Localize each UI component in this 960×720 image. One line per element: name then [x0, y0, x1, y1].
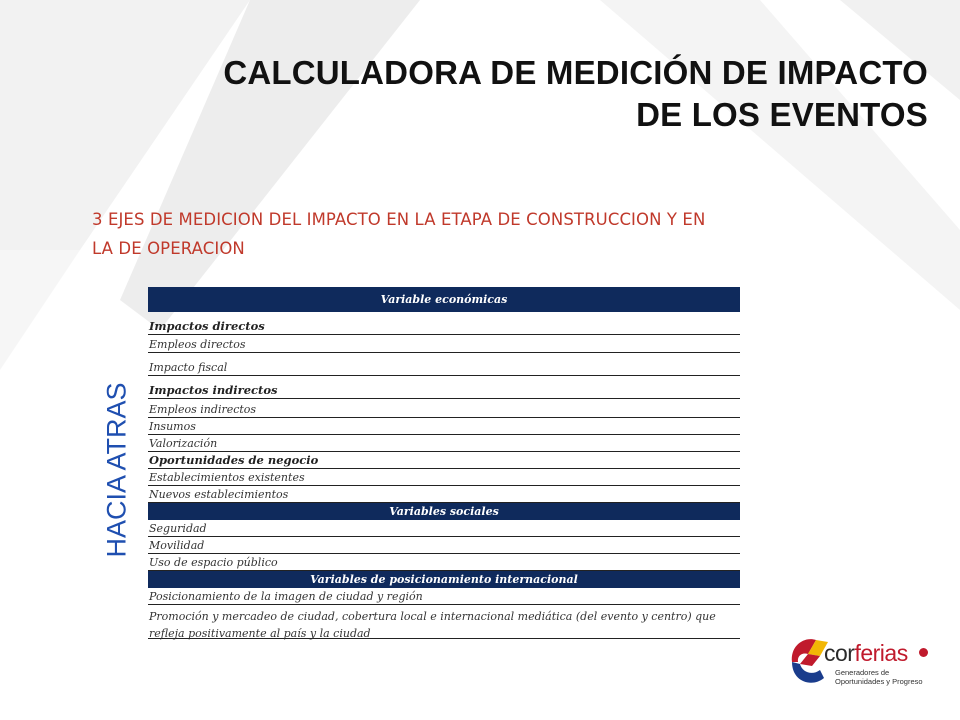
- row-label: Insumos: [149, 420, 196, 433]
- table-row: [148, 554, 740, 571]
- logo-word-prefix: cor: [824, 640, 855, 666]
- section-header-label: Variable económicas: [380, 293, 508, 306]
- table-row: [148, 520, 740, 537]
- row-label: Empleos indirectos: [149, 403, 257, 416]
- row-label: Nuevos establecimientos: [149, 488, 289, 501]
- row-label: Impactos directos: [149, 319, 265, 333]
- table-row: [148, 353, 740, 376]
- logo-word-suffix: ferias: [854, 640, 908, 666]
- row-label: Impacto fiscal: [149, 361, 228, 374]
- slide-subtitle: [92, 205, 822, 263]
- row-label: Oportunidades de negocio: [149, 453, 319, 467]
- side-label-text: HACIA ATRAS: [101, 382, 132, 558]
- row-label: Uso de espacio público: [149, 556, 278, 569]
- logo-wordmark: [824, 640, 908, 667]
- section-header-row: [148, 287, 740, 312]
- row-label: Promoción y mercadeo de ciudad, cobertura local e internacional mediática (del evento y centro) que refleja positivamente al país y la ciudad: [149, 610, 716, 640]
- row-label: Impactos indirectos: [149, 383, 278, 397]
- logo-tagline-1: Generadores de: [835, 668, 890, 677]
- table-row: [148, 469, 740, 486]
- registered-mark-icon: [919, 648, 928, 657]
- table-row: [148, 418, 740, 435]
- slide-title: [108, 52, 928, 136]
- row-label: Posicionamiento de la imagen de ciudad y región: [149, 590, 423, 603]
- table-row: [148, 605, 740, 639]
- row-label: Valorización: [149, 437, 218, 450]
- section-header-label: Variables sociales: [389, 505, 499, 518]
- table-row: [148, 435, 740, 452]
- table-row: [148, 376, 740, 399]
- row-label: Establecimientos existentes: [149, 471, 305, 484]
- table-row: [148, 486, 740, 503]
- logo-tagline-2: Oportunidades y Progreso: [835, 677, 923, 686]
- subtitle-line-1: 3 EJES DE MEDICION DEL IMPACTO EN LA ETAPA DE CONSTRUCCION Y EN: [92, 210, 706, 229]
- table-row: [148, 399, 740, 418]
- table-row: [148, 588, 740, 605]
- row-label: Seguridad: [149, 522, 207, 535]
- section-header-row: [148, 503, 740, 520]
- variables-table: [148, 287, 740, 639]
- table-row: [148, 312, 740, 335]
- table-row: [148, 452, 740, 469]
- corferias-logo: [786, 630, 936, 690]
- title-line-1: CALCULADORA DE MEDICIÓN DE IMPACTO: [223, 54, 928, 91]
- row-label: Movilidad: [149, 539, 205, 552]
- subtitle-line-2: LA DE OPERACION: [92, 239, 245, 258]
- section-header-label: Variables de posicionamiento internacional: [310, 573, 578, 586]
- title-line-2: DE LOS EVENTOS: [636, 96, 928, 133]
- side-label: [97, 365, 137, 575]
- table-row: [148, 335, 740, 353]
- section-header-row: [148, 571, 740, 588]
- table-row: [148, 537, 740, 554]
- row-label: Empleos directos: [149, 338, 246, 351]
